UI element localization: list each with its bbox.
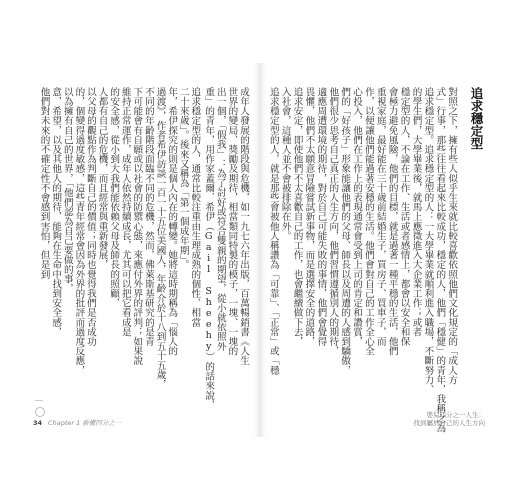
decorative-rule — [35, 400, 43, 407]
text-column: 以為擁有自己的世界，「他們認為自己要做的事， — [61, 87, 73, 294]
ornament-icon — [35, 407, 45, 417]
text-column: 追求安定，即使他們不太喜歡自己的工作，也會繼續做下去， — [291, 87, 303, 347]
text-column: 過渡》，作者希伊訪談一百一十五位美國人，年齡介於十八到五十五歲， — [154, 87, 166, 390]
text-column: 他們很少思考自己真正的人生方向，他們習慣遵循別人的期待， — [327, 87, 339, 356]
text-column: 維持正常運作，成年人依然持續成長，尤其可以把它看成是 — [119, 87, 131, 337]
book-title-line1: 嬰兒四分之一人生： — [426, 411, 485, 419]
text-column: 心投入，他們在工作上的表現通常會受到上司的肯定和讚賞， — [351, 87, 363, 347]
text-column: 年，希伊探究的則是個人內在的轉變。她將這時期稱為「惱人的 — [166, 87, 178, 356]
text-column: 的安全感，從小到大我們能依賴父母及師長的照顧， — [108, 87, 120, 308]
text-column: 的學生們，大學畢業後，就馬上應徵進入大企業工作；或者 — [410, 87, 422, 337]
text-column: 追求穩定型。追求穩定型的人：一大學畢業就順利進入職場，不斷努力、 — [422, 87, 434, 395]
right-page — [260, 63, 497, 437]
text-column: 追求穩定型的人，通常比較注重由生理成熟的個性、相當 — [189, 87, 201, 327]
book-spread — [23, 0, 497, 500]
left-page — [23, 63, 261, 437]
text-column: 對照之下，擁有些人似乎生來就比較喜歡依照他們文化規定的「成人方 — [446, 87, 458, 385]
text-column: 人都有自己的危機，而且經常與重新發展， — [96, 87, 108, 270]
text-column: 適應周遭環境的期待，對於自己可能失敗的事情，他們會覺得 — [315, 87, 327, 347]
book-title-line2: 找到屬於自己的人生方向 — [413, 419, 485, 427]
text-column: 穩定型的人，不論在工作、生活或者感情上，都會以安全和保 — [398, 87, 410, 347]
left-footer — [33, 418, 121, 427]
page-number: 34 — [33, 418, 43, 427]
text-column: 成年人發展的階段與危機，如一九七六年出版，百萬暢銷書《人生 — [238, 87, 249, 366]
running-title: Chapter 1 薪權四分之一 — [48, 419, 122, 427]
text-column: 的，個變得過度敏感，這些青年經常會因為外界的批評而過度反應， — [73, 87, 85, 375]
text-column: 出一個，「假我」：為了討好或符合雙親的期望，從小就依照外 — [214, 87, 226, 351]
text-column: 世界的變局、獎勵及期待，相當類同特製的模子，一塊、一塊的 — [226, 87, 238, 356]
text-column: 重」的青年，用作家蓋爾．希伊（Gail Sheehy）的話來說， — [203, 87, 215, 410]
right-footer — [414, 411, 486, 427]
section-heading: 追求穩定型 — [469, 87, 484, 150]
text-column: 式」行事，那些往往看起來比較成功，穩定的人，他們「穩健」的青年，我稱之為 — [434, 87, 446, 433]
text-column: 不同的年齡階段面臨不同的危機，然而，佛萊斯基研究的是青 — [142, 87, 154, 347]
text-column: 二十來歲」。後來又稱為「第一個成年期」。 — [177, 87, 189, 270]
text-column: 重視家庭，最好能在三十歲前結婚生子，買房子、買車子，而 — [374, 87, 386, 347]
text-column: 追求穩定型的人，就是那些會被他人稱讚為「可靠」、「正常」或「穩 — [267, 87, 279, 375]
text-column: 們的「好孩子」形象能讓他們的父母、師長以及周遭的人感到驕傲， — [339, 87, 351, 375]
left-body-text — [38, 87, 249, 410]
text-column: 意，希望，以及其他人的期待，能夠在生命中找到安全感， — [50, 87, 62, 337]
text-column: 下可能會有自願或以社會的防禦心態，來應付外界的評判；如果說 — [131, 87, 143, 366]
text-column: 他們對未來的不確定性不會感到害怕，但是到 — [38, 87, 50, 279]
text-column: 入社會，這種人並不會被排除在外。 — [279, 87, 291, 241]
text-column: 畏懼，他們不太願意冒險嘗試新事物，而是選擇安全的道路， — [303, 87, 315, 347]
text-column: 作，以便讓他們能過著安穩的生活。他們會對自己的工作全心全 — [362, 87, 374, 356]
text-column: 以父母的觀點作為判斷自己的價值；同時也覺得我們是否成功 — [84, 87, 96, 347]
text-column: 會極力避免風險，他們的目標，就是過著一種平穩的生活，他們 — [386, 87, 398, 356]
